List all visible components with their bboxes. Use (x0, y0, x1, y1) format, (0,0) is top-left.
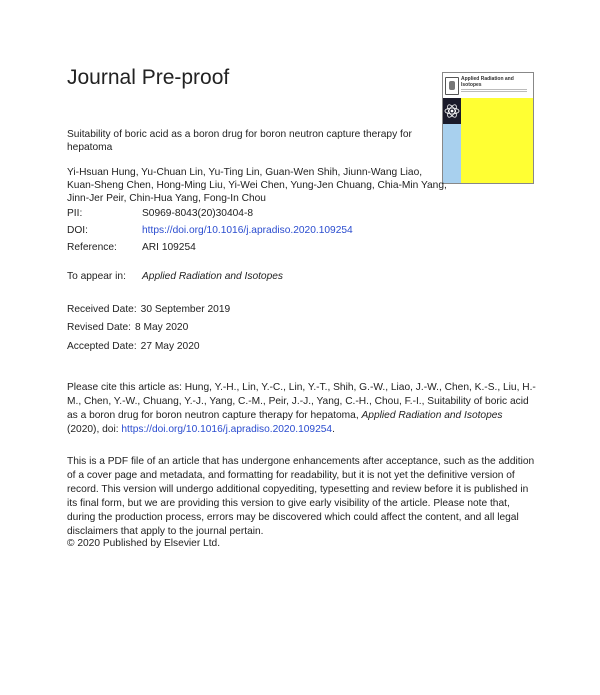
article-authors: Yi-Hsuan Hung, Yu-Chuan Lin, Yu-Ting Lin, Guan-Wen Shih, Jiunn-Wang Liao, Kuan-Sheng Chen, Hong-Ming Liu, Yi-Wei Chen, Yung-Jen Chuang, Chia-Min Yang, Jinn-Jer Peir, Chin-Hua Yang, Fong-In Chou (67, 167, 447, 204)
journal-cover-thumbnail (442, 72, 534, 184)
pii-value: S0969-8043(20)30404-8 (142, 208, 254, 219)
copyright-notice: © 2020 Published by Elsevier Ltd. (67, 538, 221, 549)
received-date-label: Received Date: (67, 304, 137, 315)
citation-journal: Applied Radiation and Isotopes (361, 410, 503, 421)
cover-title-line2: Isotopes (461, 82, 482, 88)
received-date-value: 30 September 2019 (140, 304, 231, 315)
revised-date-label: Revised Date: (67, 322, 131, 333)
appear-in-journal: Applied Radiation and Isotopes (142, 271, 284, 282)
accepted-date-label: Accepted Date: (67, 341, 137, 352)
citation-end: . (332, 424, 335, 435)
reference-row (67, 242, 196, 253)
pii-row (67, 208, 253, 219)
citation-text: Please cite this article as: Hung, Y.-H., Lin, Y.-C., Lin, Y.-T., Shih, G.-W., Liao, J.-W., Chen, K.-S., Liu, H.-M., Chen, Y.-W., Chuang, Y.-J., Yang, C.-M., Peir, J.-J., Yang, C.-H., Chou, F.-I., Suitability of boric acid as a boron drug for boron neutron capture therapy for hepatoma, (67, 382, 536, 421)
cover-title-line1: Applied Radiation and (461, 76, 514, 82)
reference-label: Reference: (67, 242, 117, 253)
journal-preproof-header: Journal Pre-proof (67, 66, 230, 89)
cover-journal-title (461, 76, 514, 88)
citation-paragraph (67, 381, 537, 437)
doi-link[interactable]: https://doi.org/10.1016/j.apradiso.2020.109254 (142, 225, 353, 236)
accepted-date-row (67, 341, 200, 352)
atom-icon (444, 101, 460, 121)
citation-doi-link[interactable]: https://doi.org/10.1016/j.apradiso.2020.109254 (121, 424, 333, 435)
pii-label: PII: (67, 208, 83, 219)
reference-value: ARI 109254 (142, 242, 196, 253)
cover-yellow-panel (461, 98, 533, 183)
doi-row (67, 225, 353, 236)
revised-date-value: 8 May 2020 (135, 322, 189, 333)
appear-in-label: To appear in: (67, 271, 126, 282)
citation-year: (2020), doi: (67, 424, 122, 435)
elsevier-logo-icon (445, 77, 459, 95)
appear-in-row (67, 271, 283, 282)
article-title: Suitability of boric acid as a boron drug for boron neutron capture therapy for hepatoma (67, 129, 412, 153)
disclaimer-paragraph: This is a PDF file of an article that has undergone enhancements after acceptance, such as the addition of a cover page and metadata, and formatting for readability, but it is not yet the definitive version of record. This version will undergo additional copyediting, typesetting and review before it is published in its final form, but we are providing this version to give early visibility of the article. Please note that, during the production process, errors may be discovered which could affect the content, and all legal disclaimers that apply to the journal pertain. (67, 456, 535, 537)
received-date-row (67, 304, 230, 315)
doi-label: DOI: (67, 225, 88, 236)
accepted-date-value: 27 May 2020 (140, 341, 200, 352)
cover-header (443, 73, 533, 98)
revised-date-row (67, 322, 188, 333)
cover-text-lines (461, 89, 527, 95)
cover-atom-panel (443, 98, 461, 124)
